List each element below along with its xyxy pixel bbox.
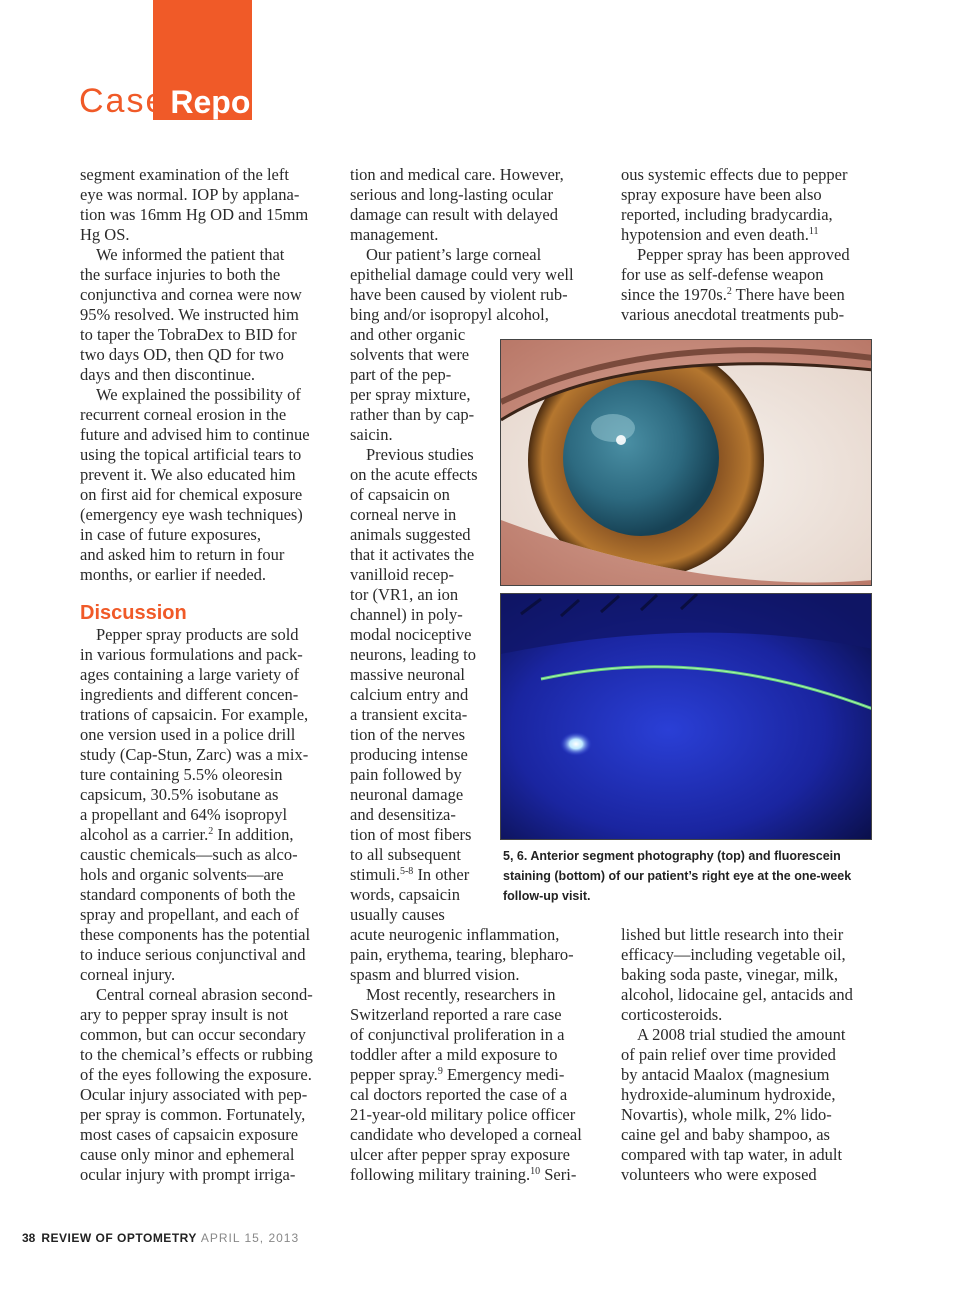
figure-caption — [503, 846, 875, 906]
text-line: per spray mixture, — [350, 385, 471, 404]
text-line: caine gel and baby shampoo, as — [621, 1125, 830, 1144]
text-line: for use as self-defense weapon — [621, 265, 824, 284]
text-line: Pepper spray products are sold — [96, 625, 299, 644]
text-line: cal doctors reported the case of a — [350, 1085, 568, 1104]
text-line: various anecdotal treatments pub- — [621, 305, 845, 324]
text-line: tion of the nerves — [350, 725, 466, 744]
column-3-bottom — [621, 925, 876, 1185]
text-line: modal nociceptive — [350, 625, 472, 644]
section-label-case: Case — [79, 82, 167, 120]
text-line: these components has the potential — [80, 925, 311, 944]
text-line: hols and organic solvents—are — [80, 865, 284, 884]
magazine-name: REVIEW OF OPTOMETRY — [41, 1231, 197, 1245]
text-line: Pepper spray has been approved — [637, 245, 850, 264]
text-line: serious and long-lasting ocular — [350, 185, 553, 204]
text-line: Hg OS. — [80, 225, 130, 244]
text-line: pain followed by — [350, 765, 462, 784]
text-line: to the chemical’s effects or rubbing — [80, 1045, 313, 1064]
text-line: saicin. — [350, 425, 393, 444]
text-segment: following military training. — [350, 1165, 531, 1184]
text-line: epithelial damage could very well — [350, 265, 574, 284]
text-line: and other organic — [350, 325, 466, 344]
eye-photo-illustration — [501, 340, 872, 586]
text-line: (emergency eye wash techniques) — [80, 505, 303, 524]
text-line: of capsaicin on — [350, 485, 450, 504]
issue-date: APRIL 15, 2013 — [200, 1231, 300, 1245]
text-line: on the acute effects — [350, 465, 478, 484]
discussion-heading: Discussion — [80, 602, 187, 624]
text-line: the surface injuries to both the — [80, 265, 281, 284]
text-line — [350, 1165, 605, 1185]
text-line: tion and medical care. However, — [350, 165, 564, 184]
text-line: alcohol, lidocaine gel, antacids and — [621, 985, 853, 1004]
citation-superscript: 9 — [437, 1066, 443, 1077]
text-line — [621, 285, 876, 305]
discussion-text — [80, 625, 330, 1185]
text-line: of pain relief over time provided — [621, 1045, 836, 1064]
text-line: ingredients and different concen- — [80, 685, 299, 704]
text-line: cause only minor and ephemeral — [80, 1145, 295, 1164]
text-line: management. — [350, 225, 439, 244]
text-line: candidate who developed a corneal — [350, 1125, 582, 1144]
text-line: pain, erythema, tearing, blepharo- — [350, 945, 574, 964]
text-line: A 2008 trial studied the amount — [637, 1025, 846, 1044]
text-line: tor (VR1, an ion — [350, 585, 459, 604]
text-line: ture containing 5.5% oleoresin — [80, 765, 283, 784]
text-line: reported, including bradycardia, — [621, 205, 833, 224]
text-line: ocular injury with prompt irriga- — [80, 1165, 296, 1184]
text-line: segment examination of the left — [80, 165, 289, 184]
text-line: ary to pepper spray insult is not — [80, 1005, 289, 1024]
text-line: 21-year-old military police officer — [350, 1105, 576, 1124]
text-line: using the topical artificial tears to — [80, 445, 302, 464]
text-line: to all subsequent — [350, 845, 461, 864]
text-segment: pepper spray. — [350, 1065, 438, 1084]
text-line: channel) in poly- — [350, 605, 463, 624]
text-line: study (Cap-Stun, Zarc) was a mix- — [80, 745, 309, 764]
column-3-top — [621, 165, 876, 325]
text-line: Most recently, researchers in — [366, 985, 556, 1004]
text-line: usually causes — [350, 905, 445, 924]
text-line: in case of future exposures, — [80, 525, 261, 544]
text-line: Switzerland reported a rare case — [350, 1005, 562, 1024]
text-line: Our patient’s large corneal — [366, 245, 542, 264]
text-line: a propellant and 64% isopropyl — [80, 805, 288, 824]
text-line: standard components of both the — [80, 885, 296, 904]
text-line: efficacy—including vegetable oil, — [621, 945, 846, 964]
text-line: by antacid Maalox (magnesium — [621, 1065, 830, 1084]
text-segment: Seri- — [540, 1165, 577, 1184]
text-line: Central corneal abrasion second- — [96, 985, 313, 1004]
text-line: in various formulations and pack- — [80, 645, 303, 664]
text-line: toddler after a mild exposure to — [350, 1045, 558, 1064]
text-segment: There have been — [731, 285, 845, 304]
section-label-report: Report — [170, 84, 274, 120]
text-segment: In other — [413, 865, 470, 884]
text-line: spray and propellant, and each of — [80, 905, 299, 924]
text-line: massive neuronal — [350, 665, 466, 684]
text-line: a transient excita- — [350, 705, 468, 724]
text-line: We informed the patient that — [96, 245, 285, 264]
text-line: per spray is common. Fortunately, — [80, 1105, 306, 1124]
text-line: solvents that were — [350, 345, 470, 364]
text-line: hydroxide-aluminum hydroxide, — [621, 1085, 836, 1104]
fluorescein-photo-illustration — [501, 594, 872, 840]
text-line: lished but little research into their — [621, 925, 844, 944]
text-line: recurrent corneal erosion in the — [80, 405, 287, 424]
column-2-narrow — [350, 325, 495, 925]
citation-superscript: 10 — [530, 1166, 541, 1177]
text-segment: since the 1970s. — [621, 285, 727, 304]
text-line: part of the pep- — [350, 365, 452, 384]
text-segment: In addition, — [213, 825, 294, 844]
text-line: spray exposure have been also — [621, 185, 822, 204]
text-segment: alcohol as a carrier. — [80, 825, 209, 844]
text-line: of conjunctival proliferation in a — [350, 1025, 565, 1044]
citation-superscript: 5-8 — [399, 866, 414, 877]
text-line: corticosteroids. — [621, 1005, 723, 1024]
text-line: acute neurogenic inflammation, — [350, 925, 560, 944]
column-2-bottom — [350, 925, 605, 1185]
text-line: baking soda paste, vinegar, milk, — [621, 965, 838, 984]
citation-superscript: 11 — [808, 226, 819, 237]
text-line: calcium entry and — [350, 685, 469, 704]
text-line: to taper the TobraDex to BID for — [80, 325, 297, 344]
text-line: spasm and blurred vision. — [350, 965, 520, 984]
text-line: days and then discontinue. — [80, 365, 256, 384]
caption-line: follow-up visit. — [503, 889, 591, 903]
text-line: words, capsaicin — [350, 885, 460, 904]
text-line: trations of capsaicin. For example, — [80, 705, 309, 724]
text-line: on first aid for chemical exposure — [80, 485, 303, 504]
text-line: corneal nerve in — [350, 505, 457, 524]
text-segment: stimuli. — [350, 865, 400, 884]
column-1 — [80, 165, 330, 585]
text-line: 95% resolved. We instructed him — [80, 305, 299, 324]
text-line: and desensitiza- — [350, 805, 456, 824]
text-line: prevent it. We also educated him — [80, 465, 296, 484]
text-line: conjunctiva and cornea were now — [80, 285, 302, 304]
text-line: Novartis), whole milk, 2% lido- — [621, 1105, 832, 1124]
text-line: corneal injury. — [80, 965, 176, 984]
text-line: eye was normal. IOP by applana- — [80, 185, 300, 204]
column-2-top — [350, 165, 600, 325]
text-line: tion of most fibers — [350, 825, 472, 844]
text-line: rather than by cap- — [350, 405, 475, 424]
citation-superscript: 2 — [208, 826, 214, 837]
text-line: neurons, leading to — [350, 645, 477, 664]
text-line: common, but can occur secondary — [80, 1025, 306, 1044]
text-line: future and advised him to continue — [80, 425, 310, 444]
text-line: vanilloid recep- — [350, 565, 454, 584]
text-line: have been caused by violent rub- — [350, 285, 568, 304]
text-line: bing and/or isopropyl alcohol, — [350, 305, 549, 324]
anterior-segment-photo — [500, 339, 872, 586]
caption-line: 5, 6. Anterior segment photography (top) and fluorescein — [503, 849, 841, 863]
text-line: most cases of capsaicin exposure — [80, 1125, 299, 1144]
text-line: capsicum, 30.5% isobutane as — [80, 785, 279, 804]
page-number: 38 — [22, 1231, 36, 1245]
text-line: volunteers who were exposed — [621, 1165, 817, 1184]
text-line: of the eyes following the exposure. — [80, 1065, 312, 1084]
text-segment: hypotension and even death. — [621, 225, 809, 244]
text-line: months, or earlier if needed. — [80, 565, 267, 584]
fluorescein-staining-photo — [500, 593, 872, 840]
text-line: Ocular injury associated with pep- — [80, 1085, 308, 1104]
text-line: ous systemic effects due to pepper — [621, 165, 848, 184]
page-footer — [22, 1231, 299, 1245]
text-line: that it activates the — [350, 545, 475, 564]
text-line — [350, 865, 495, 885]
text-line: producing intense — [350, 745, 468, 764]
text-line: ages containing a large variety of — [80, 665, 300, 684]
text-segment: Emergency medi- — [442, 1065, 565, 1084]
section-header — [79, 82, 273, 122]
text-line: Previous studies — [366, 445, 474, 464]
text-line: two days OD, then QD for two — [80, 345, 284, 364]
text-line: caustic chemicals—such as alco- — [80, 845, 298, 864]
text-line: animals suggested — [350, 525, 471, 544]
text-line — [80, 825, 330, 845]
text-line — [621, 225, 876, 245]
text-line — [350, 1065, 605, 1085]
text-line: ulcer after pepper spray exposure — [350, 1145, 570, 1164]
text-line: tion was 16mm Hg OD and 15mm — [80, 205, 309, 224]
text-line: We explained the possibility of — [96, 385, 301, 404]
text-line: and asked him to return in four — [80, 545, 285, 564]
text-line: compared with tap water, in adult — [621, 1145, 843, 1164]
text-line: to induce serious conjunctival and — [80, 945, 306, 964]
text-line: one version used in a police drill — [80, 725, 296, 744]
text-line: damage can result with delayed — [350, 205, 558, 224]
citation-superscript: 2 — [726, 286, 732, 297]
caption-line: staining (bottom) of our patient’s right eye at the one-week — [503, 869, 852, 883]
text-line: neuronal damage — [350, 785, 464, 804]
